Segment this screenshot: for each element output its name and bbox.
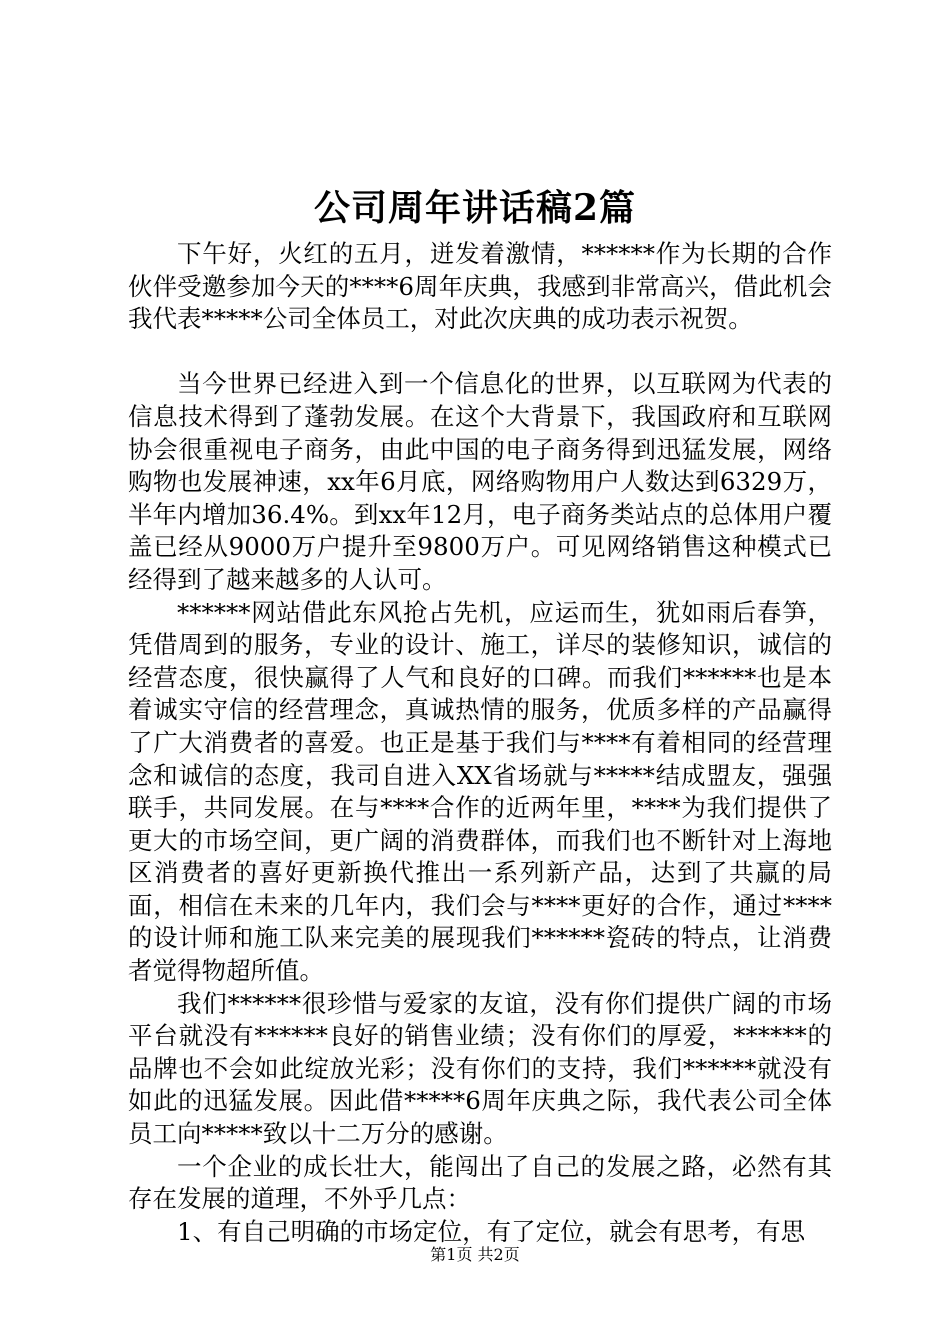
document-body xyxy=(128,238,832,1248)
paragraph-background: 当今世界已经进入到一个信息化的世界，以互联网为代表的信息技术得到了蓬勃发展。在这个大背景下，我国政府和互联网协会很重视电子商务，由此中国的电子商务得到迅猛发展，网络购物也发展神速，xx年6月底，网络购物用户人数达到6329万，半年内增加36.4%。到xx年12月，电子商务类站点的总体用户覆盖已经从9000万户提升至9800万户。可见网络销售这种模式已经得到了越来越多的人认可。 xyxy=(128,369,832,594)
document-title: 公司周年讲话稿2篇 xyxy=(313,187,637,229)
paragraph-point-1: 1、有自己明确的市场定位，有了定位，就会有思考，有思 xyxy=(177,1216,806,1246)
paragraph-website: ******网站借此东风抢占先机，应运而生，犹如雨后春笋，凭借周到的服务，专业的设计、施工，详尽的装修知识，诚信的经营态度，很快赢得了人气和良好的口碑。而我们******也是本着诚实守信的经营理念，真诚热情的服务，优质多样的产品赢得了广大消费者的喜爱。也正是基于我们与****有着相同的经营理念和诚信的态度，我司自进入XX省场就与*****结成盟友，强强联手，共同发展。在与****合作的近两年里，****为我们提供了更大的市场空间，更广阔的消费群体，而我们也不断针对上海地区消费者的喜好更新换代推出一系列新产品，达到了共赢的局面，相信在未来的几年内，我们会与****更好的合作，通过****的设计师和施工队来完美的展现我们******瓷砖的特点，让消费者觉得物超所值。 xyxy=(128,597,832,986)
page-footer: 第1页 共2页 xyxy=(430,1245,520,1264)
paragraph-greeting: 下午好，火红的五月，迸发着激情，******作为长期的合作伙伴受邀参加今天的****6周年庆典，我感到非常高兴，借此机会我代表*****公司全体员工，对此次庆典的成功表示祝贺。 xyxy=(128,239,832,334)
paragraph-thanks: 我们******很珍惜与爱家的友谊，没有你们提供广阔的市场平台就没有******良好的销售业绩；没有你们的厚爱，******的品牌也不会如此绽放光彩；没有你们的支持，我们******就没有如此的迅猛发展。因此借*****6周年庆典之际，我代表公司全体员工向*****致以十二万分的感谢。 xyxy=(128,988,832,1149)
paragraph-growth: 一个企业的成长壮大，能闯出了自己的发展之路，必然有其存在发展的道理，不外乎几点： xyxy=(128,1151,832,1214)
